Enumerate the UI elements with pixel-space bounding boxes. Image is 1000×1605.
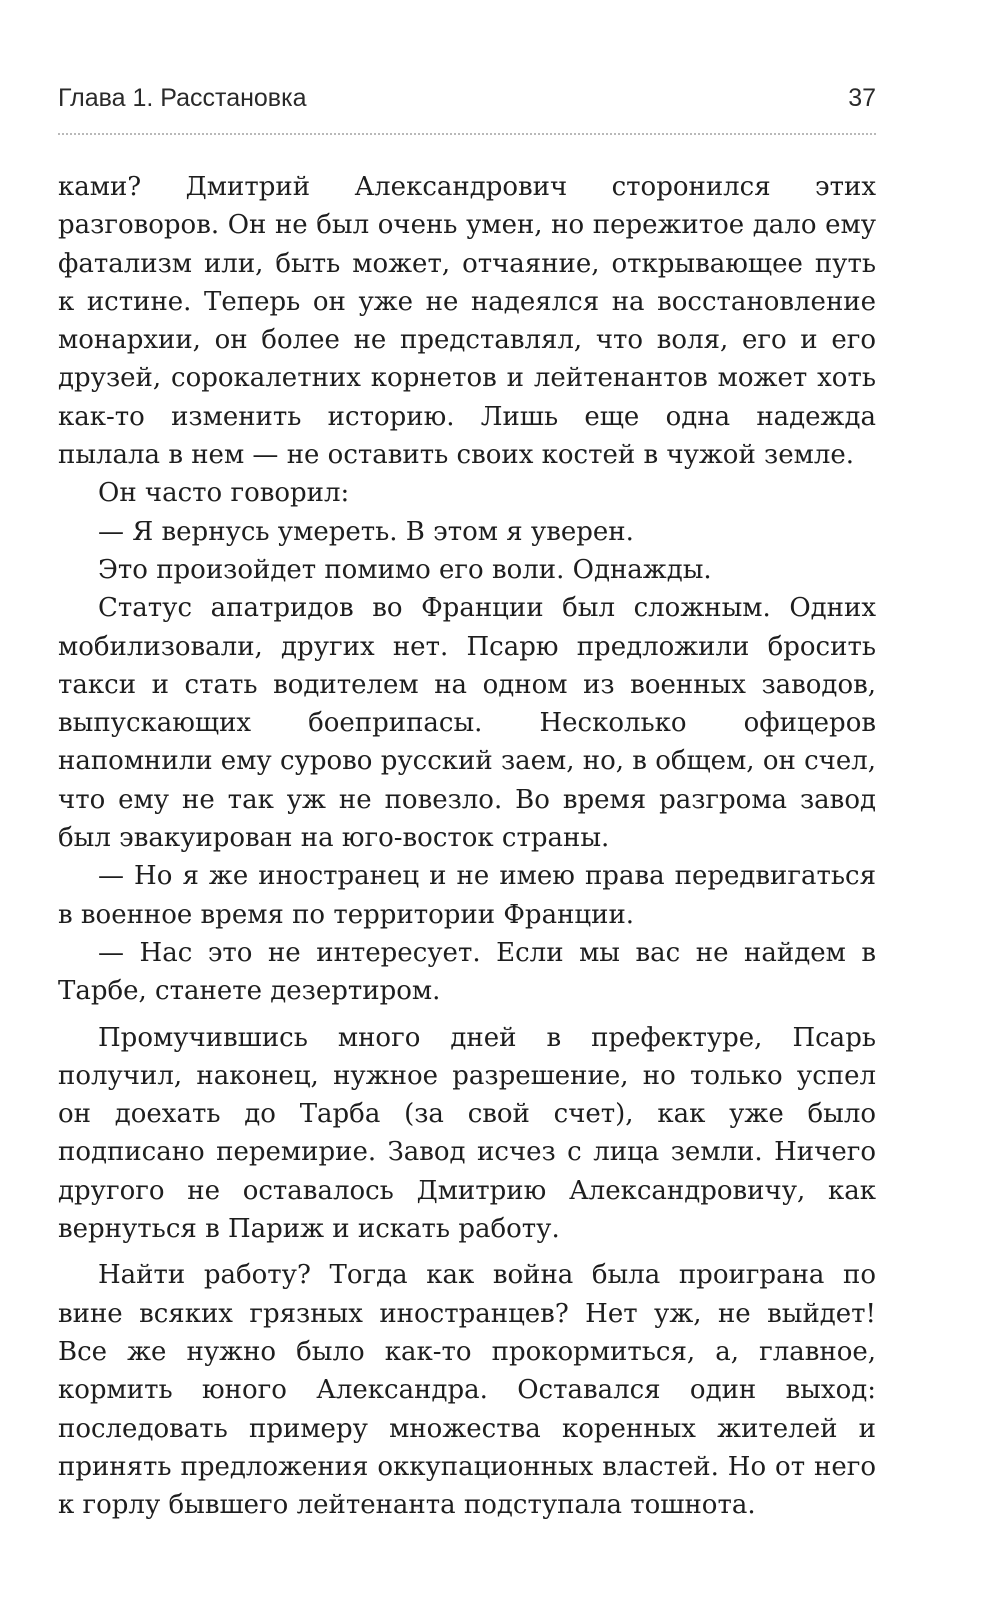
paragraph-6: — Но я же иностранец и не имею права передвигаться в военное время по территории Франции. xyxy=(58,861,876,930)
page-body xyxy=(58,168,876,1524)
paragraph-3: — Я вернусь умереть. В этом я уверен. xyxy=(98,516,634,547)
paragraph-7: — Нас это не интересует. Если мы вас не найдем в Тарбе, станете дезертиром. xyxy=(58,937,876,1007)
page-number: 37 xyxy=(848,84,876,112)
running-header xyxy=(58,84,876,124)
paragraph-4: Это произойдет помимо его воли. Однажды. xyxy=(98,554,712,585)
paragraph-1: ками? Дмитрий Александрович сторонился этих разговоров. Он не был очень умен, но пережитое дало ему фатализм или, быть может, отчаяние, открывающее путь к истине. Теперь он уже не надеялся на восстановление монархии, он более не представлял, что воля, его и его друзей, сорокалетних корнетов и лейтенантов может хоть как-то изменить историю. Лишь еще одна надежда пылала в нем — не оставить своих костей в чужой земле. xyxy=(58,172,876,471)
paragraph-5: Статус апатридов во Франции был сложным. Одних мобилизовали, других нет. Псарю предложили бросить такси и стать водителем на одном из военных заводов, выпускающих боеприпасы. Несколько офицеров напомнили ему сурово русский заем, но, в общем, он счел, что ему не так уж не повезло. Во время разгрома завод был эвакуирован на юго-восток страны. xyxy=(58,593,876,854)
paragraph-2: Он часто говорил: xyxy=(98,478,350,509)
paragraph-9: Найти работу? Тогда как война была проиграна по вине всяких грязных иностранцев? Нет уж, не выйдет! Все же нужно было как-то прокормиться, а, главное, кормить юного Александра. Оставался один выход: последовать примеру множества коренных жителей и принять предложения оккупационных властей. Но от него к горлу бывшего лейтенанта подступала тошнота. xyxy=(58,1260,876,1521)
header-divider xyxy=(58,133,876,135)
chapter-title: Глава 1. Расстановка xyxy=(58,84,307,112)
paragraph-8: Промучившись много дней в префектуре, Псарь получил, наконец, нужное разрешение, но только успел он доехать до Тарба (за свой счет), как уже было подписано перемирие. Завод исчез с лица земли. Ничего другого не оставалось Дмитрию Александровичу, как вернуться в Париж и искать работу. xyxy=(58,1022,876,1245)
